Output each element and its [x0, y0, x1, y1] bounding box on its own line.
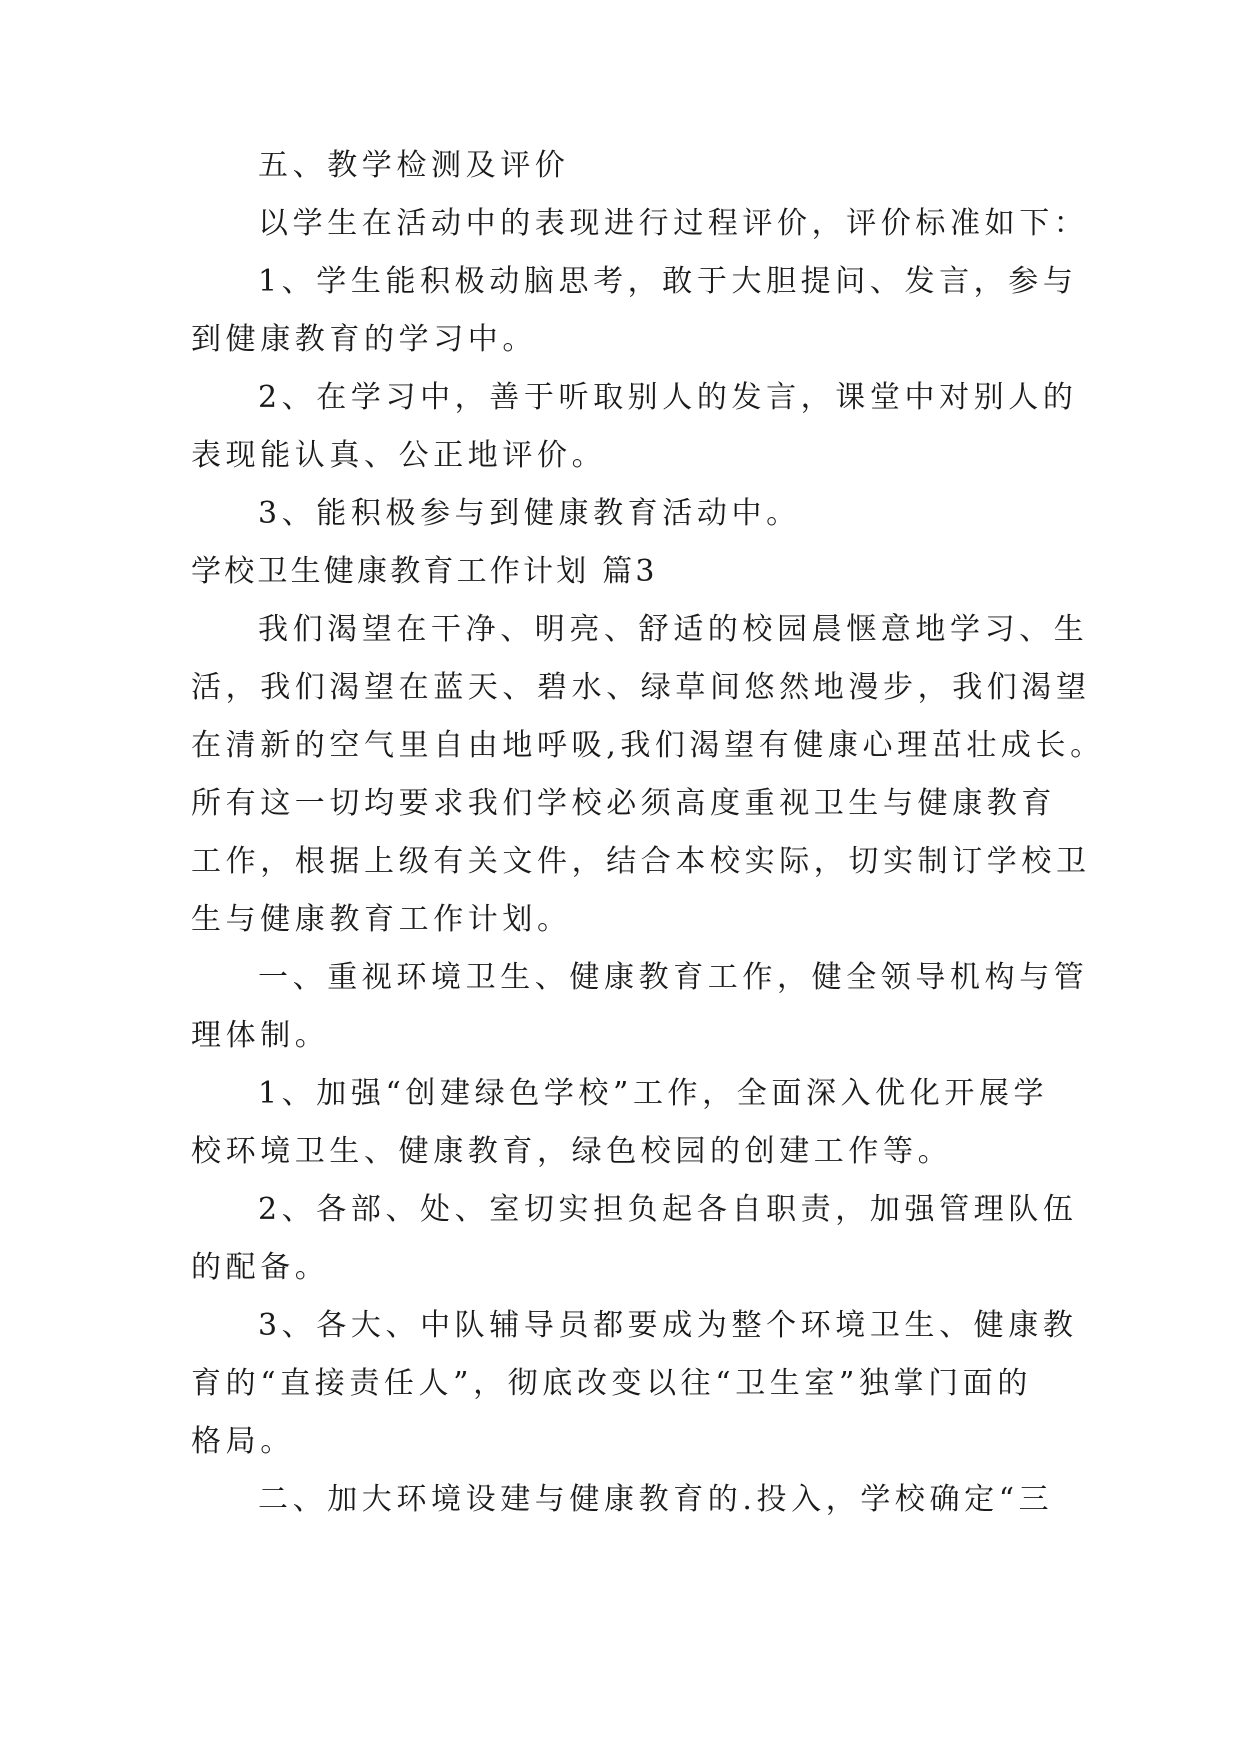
- paragraph-line: 理体制。: [191, 1018, 330, 1053]
- paragraph-line: 所有这一切均要求我们学校必须高度重视卫生与健康教育: [191, 786, 1056, 821]
- paragraph-line: 育的“直接责任人”，彻底改变以往“卫生室”独掌门面的: [191, 1366, 1032, 1401]
- section-heading-one: 一、重视环境卫生、健康教育工作，健全领导机构与管: [258, 960, 1089, 995]
- paragraph-line: 校环境卫生、健康教育，绿色校园的创建工作等。: [191, 1134, 953, 1169]
- paragraph-line: 活，我们渴望在蓝天、碧水、绿草间悠然地漫步，我们渴望: [191, 670, 1091, 705]
- paragraph-line: 我们渴望在干净、明亮、舒适的校园晨惬意地学习、生: [258, 612, 1089, 647]
- paragraph-line: 在清新的空气里自由地呼吸,我们渴望有健康心理茁壮成长。: [191, 728, 1105, 763]
- list-item-1: 1、学生能积极动脑思考，敢于大胆提问、发言，参与: [258, 264, 1078, 299]
- paragraph-line: 工作，根据上级有关文件，结合本校实际，切实制订学校卫: [191, 844, 1091, 879]
- section-heading-two: 二、加大环境设建与健康教育的.投入，学校确定“三: [258, 1482, 1054, 1517]
- section-heading-five: 五、教学检测及评价: [258, 148, 570, 183]
- list-item-2: 2、各部、处、室切实担负起各自职责，加强管理队伍: [258, 1192, 1078, 1227]
- list-item-3: 3、各大、中队辅导员都要成为整个环境卫生、健康教: [258, 1308, 1078, 1343]
- list-item-3: 3、能积极参与到健康教育活动中。: [258, 496, 801, 531]
- paragraph-line: 以学生在活动中的表现进行过程评价，评价标准如下：: [258, 206, 1089, 241]
- paragraph-line: 格局。: [191, 1424, 295, 1459]
- paragraph-line: 到健康教育的学习中。: [191, 322, 537, 357]
- paragraph-line: 表现能认真、公正地评价。: [191, 438, 607, 473]
- article-heading: 学校卫生健康教育工作计划 篇3: [191, 554, 658, 589]
- list-item-2: 2、在学习中，善于听取别人的发言，课堂中对别人的: [258, 380, 1078, 415]
- paragraph-line: 的配备。: [191, 1250, 330, 1285]
- paragraph-line: 生与健康教育工作计划。: [191, 902, 572, 937]
- list-item-1: 1、加强“创建绿色学校”工作，全面深入优化开展学: [258, 1076, 1049, 1111]
